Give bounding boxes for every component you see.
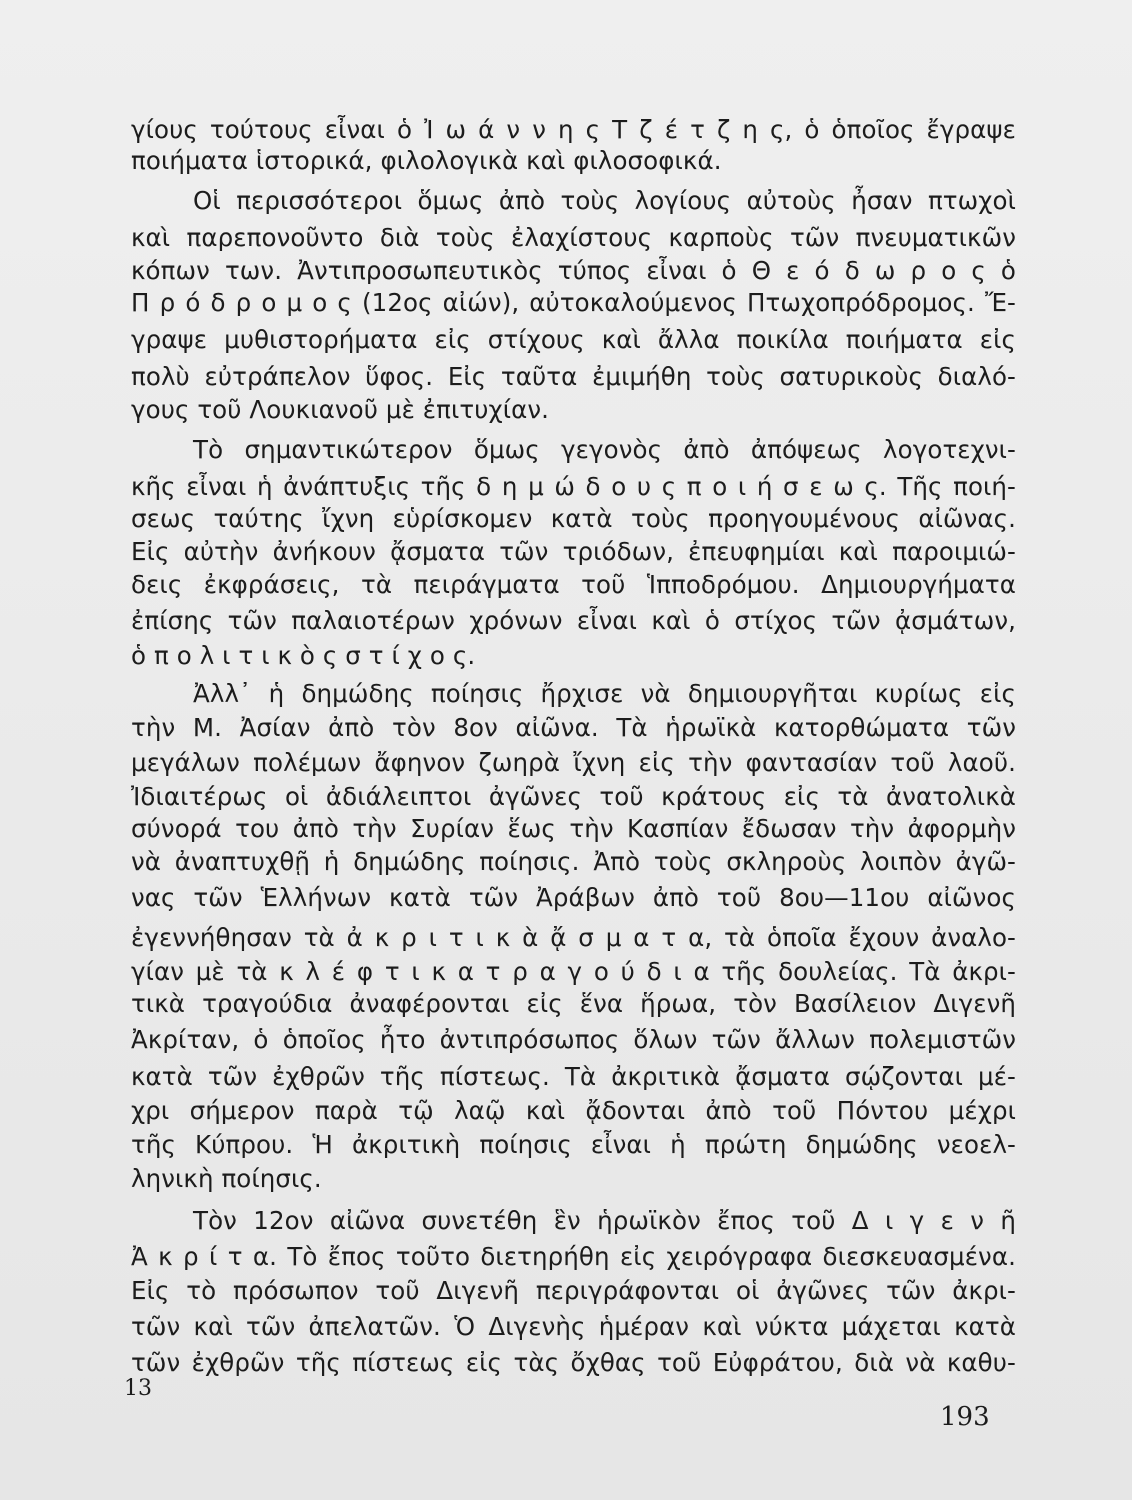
- page-number: 193: [940, 1402, 990, 1432]
- text-line: ποιήματα ἱστορικά, φιλολογικὰ καὶ φιλοσοφικά.: [131, 146, 722, 175]
- text-line: κατὰ τῶν ἐχθρῶν τῆς πίστεως. Τὰ ἀκριτικὰ ᾄσματα σῴζονται μέ-: [131, 1062, 1016, 1091]
- text-line: Εἰς τὸ πρόσωπον τοῦ Διγενῆ περιγράφονται οἱ ἀγῶνες τῶν ἀκρι-: [131, 1276, 1016, 1305]
- text-line: ἐγεννήθησαν τὰ ἀ κ ρ ι τ ι κ ὰ ᾄ σ μ α τ α, τὰ ὁποῖα ἔχουν ἀναλο-: [131, 923, 1016, 952]
- text-line: Τὸ σημαντικώτερον ὅμως γεγονὸς ἀπὸ ἀπόψεως λογοτεχνι-: [193, 435, 1016, 464]
- text-line: Οἱ περισσότεροι ὅμως ἀπὸ τοὺς λογίους αὐτοὺς ἦσαν πτωχοὶ: [193, 186, 1016, 215]
- text-line: Ἀλλ᾽ ἡ δημώδης ποίησις ἤρχισε νὰ δημιουργῆται κυρίως εἰς: [193, 679, 1016, 708]
- text-line: σεως ταύτης ἴχνη εὑρίσκομεν κατὰ τοὺς προηγουμένους αἰῶνας.: [131, 504, 1016, 533]
- text-line: τῶν καὶ τῶν ἀπελατῶν. Ὁ Διγενὴς ἡμέραν καὶ νύκτα μάχεται κατὰ: [131, 1312, 1016, 1341]
- text-line: δεις ἐκφράσεις, τὰ πειράγματα τοῦ Ἱπποδρόμου. Δημιουργήματα: [131, 570, 1016, 599]
- text-line: τῶν ἐχθρῶν τῆς πίστεως εἰς τὰς ὄχθας τοῦ Εὐφράτου, διὰ νὰ καθυ-: [131, 1348, 1016, 1377]
- text-line: τῆς Κύπρου. Ἡ ἀκριτικὴ ποίησις εἶναι ἡ πρώτη δημώδης νεοελ-: [131, 1130, 1016, 1159]
- printer-signature-mark: 13: [124, 1376, 152, 1401]
- text-line: γίαν μὲ τὰ κ λ έ φ τ ι κ α τ ρ α γ ο ύ δ ι α τῆς δουλείας. Τὰ ἀκρι-: [131, 957, 1016, 986]
- text-line: κῆς εἶναι ἡ ἀνάπτυξις τῆς δ η μ ώ δ ο υ ς π ο ι ή σ ε ω ς. Τῆς ποιή-: [131, 472, 1016, 501]
- text-line: Εἰς αὐτὴν ἀνήκουν ᾄσματα τῶν τριόδων, ἐπευφημίαι καὶ παροιμιώ-: [131, 537, 1016, 566]
- text-line: Τὸν 12ον αἰῶνα συνετέθη ἓν ἡρωϊκὸν ἔπος τοῦ Δ ι γ ε ν ῆ: [193, 1206, 1016, 1235]
- text-line: τὴν Μ. Ἀσίαν ἀπὸ τὸν 8ον αἰῶνα. Τὰ ἡρωϊκὰ κατορθώματα τῶν: [131, 713, 1016, 742]
- text-line: ἐπίσης τῶν παλαιοτέρων χρόνων εἶναι καὶ ὁ στίχος τῶν ᾀσμάτων,: [131, 606, 1016, 635]
- text-line: νας τῶν Ἑλλήνων κατὰ τῶν Ἀράβων ἀπὸ τοῦ 8ου—11ου αἰῶνος: [131, 883, 1016, 912]
- text-line: ληνικὴ ποίησις.: [131, 1164, 322, 1193]
- text-line: νὰ ἀναπτυχθῇ ἡ δημώδης ποίησις. Ἀπὸ τοὺς σκληροὺς λοιπὸν ἀγῶ-: [131, 847, 1016, 876]
- text-line: Ἀκρίταν, ὁ ὁποῖος ἦτο ἀντιπρόσωπος ὅλων τῶν ἄλλων πολεμιστῶν: [131, 1025, 1016, 1054]
- text-line: γραψε μυθιστορήματα εἰς στίχους καὶ ἄλλα ποικίλα ποιήματα εἰς: [131, 325, 1016, 354]
- text-line: σύνορά του ἀπὸ τὴν Συρίαν ἕως τὴν Κασπίαν ἔδωσαν τὴν ἀφορμὴν: [131, 814, 1016, 843]
- text-line: κόπων των. Ἀντιπροσωπευτικὸς τύπος εἶναι ὁ Θ ε ό δ ω ρ ο ς ὁ: [131, 256, 1016, 285]
- text-line: ὁ π ο λ ι τ ι κ ὸ ς σ τ ί χ ο ς.: [131, 641, 476, 670]
- text-line: μεγάλων πολέμων ἄφηνον ζωηρὰ ἴχνη εἰς τὴν φαντασίαν τοῦ λαοῦ.: [131, 748, 1016, 777]
- text-line: γους τοῦ Λουκιανοῦ μὲ ἐπιτυχίαν.: [131, 395, 550, 424]
- text-line: Π ρ ό δ ρ ο μ ο ς (12ος αἰών), αὐτοκαλούμενος Πτωχοπρόδρομος. Ἔ-: [131, 288, 1016, 317]
- text-line: χρι σήμερον παρὰ τῷ λαῷ καὶ ᾄδονται ἀπὸ τοῦ Πόντου μέχρι: [131, 1096, 1016, 1125]
- text-line: Ἀ κ ρ ί τ α. Τὸ ἔπος τοῦτο διετηρήθη εἰς χειρόγραφα διεσκευασμένα.: [131, 1242, 1016, 1271]
- text-line: γίους τούτους εἶναι ὁ Ἰ ω ά ν ν η ς Τ ζ έ τ ζ η ς, ὁ ὁποῖος ἔγραψε: [131, 115, 1016, 144]
- text-line: τικὰ τραγούδια ἀναφέρονται εἰς ἕνα ἥρωα, τὸν Βασίλειον Διγενῆ: [131, 989, 1016, 1018]
- text-line: καὶ παρεπονοῦντο διὰ τοὺς ἐλαχίστους καρποὺς τῶν πνευματικῶν: [131, 223, 1016, 252]
- text-line: πολὺ εὐτράπελον ὕφος. Εἰς ταῦτα ἐμιμήθη τοὺς σατυρικοὺς διαλό-: [131, 362, 1016, 391]
- text-line: Ἰδιαιτέρως οἱ ἀδιάλειπτοι ἀγῶνες τοῦ κράτους εἰς τὰ ἀνατολικὰ: [131, 782, 1016, 811]
